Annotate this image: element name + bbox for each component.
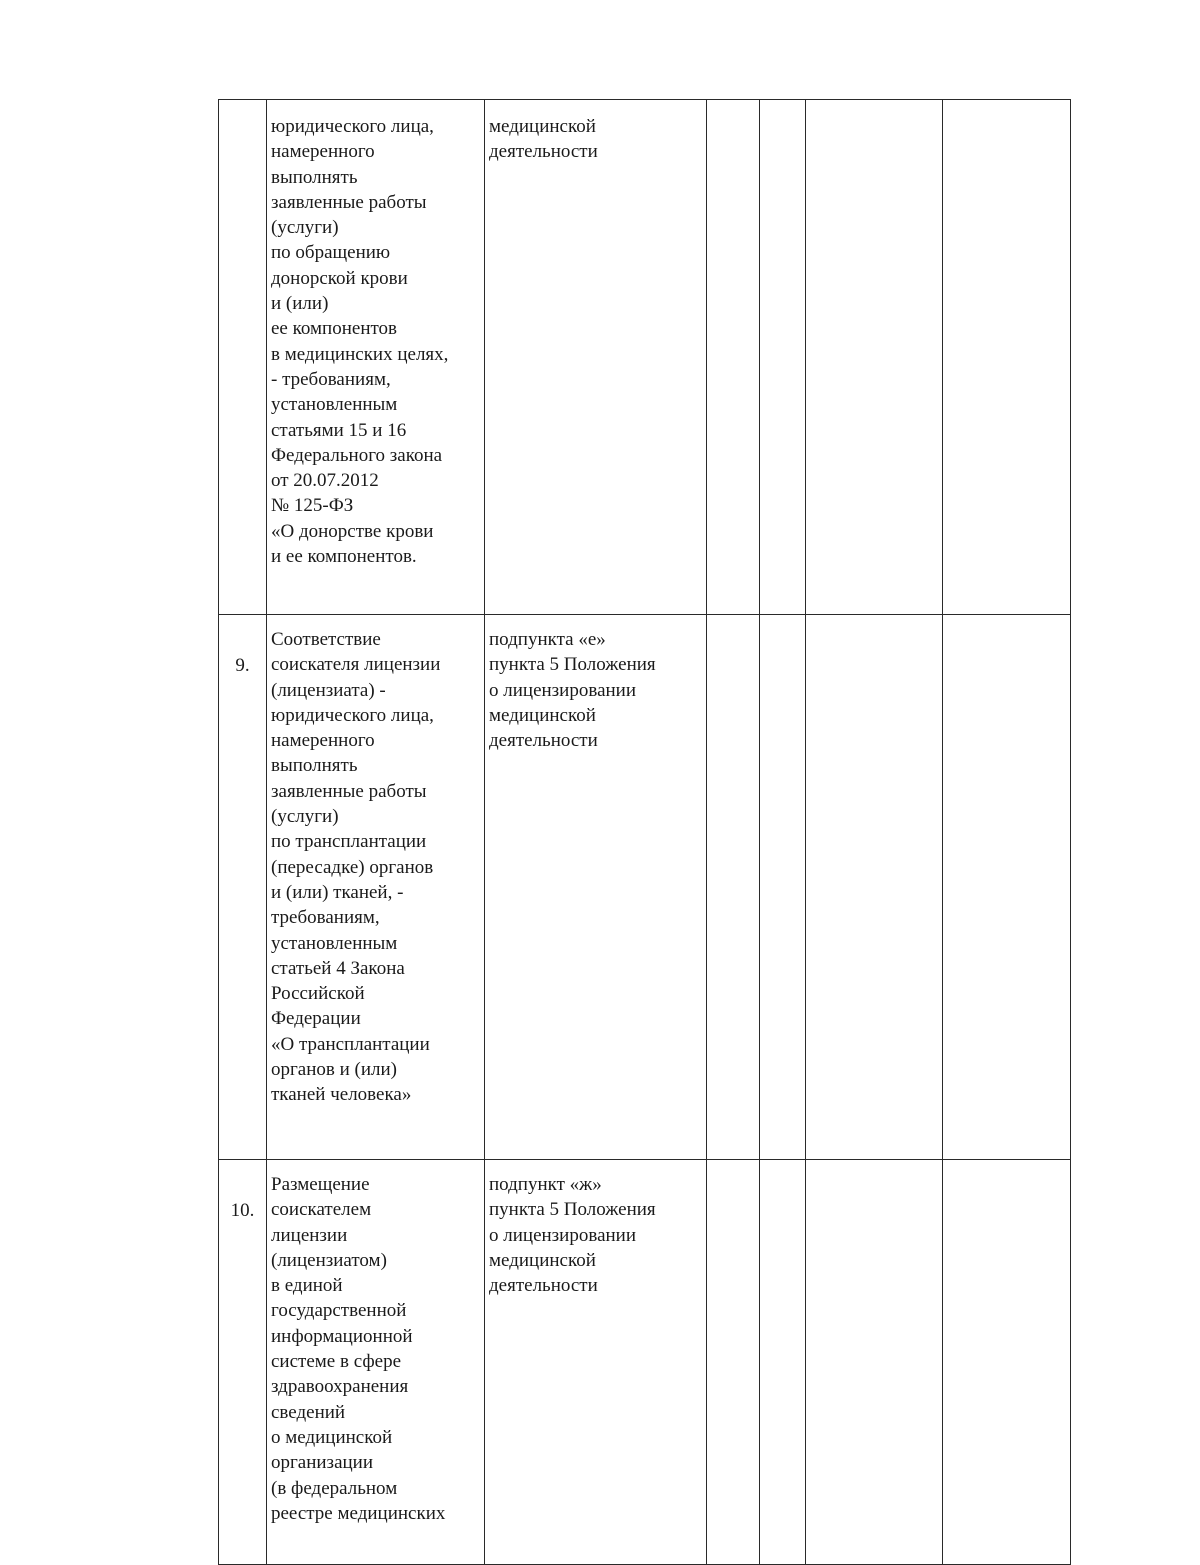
legal-reference-text-line: пункта 5 Положения: [489, 1199, 656, 1221]
requirement-cell: [267, 100, 485, 615]
requirement-text-line: заявленные работы: [271, 780, 427, 802]
legal-reference-text-line: подпункт «ж»: [489, 1174, 602, 1195]
legal-reference-text-line: деятельности: [489, 1275, 598, 1297]
requirement-text-line: Федерации: [271, 1008, 361, 1030]
legal-reference-text-line: пункта 5 Положения: [489, 654, 656, 676]
table-row: [219, 615, 1071, 1160]
table-row: [219, 1160, 1071, 1565]
requirement-text-line: статьями 15 и 16: [271, 419, 407, 441]
row-number-cell: [219, 615, 267, 1160]
requirement-text-line: органов и (или): [271, 1059, 398, 1081]
requirement-text-line: здравоохранения: [271, 1376, 409, 1398]
requirement-text-line: и ее компонентов.: [271, 546, 417, 568]
requirement-text-line: намеренного: [271, 730, 375, 752]
requirement-text-line: (лицензиата) -: [271, 679, 386, 701]
note-cell: [943, 100, 1071, 615]
legal-reference-text-line: подпункта «е»: [489, 629, 606, 650]
requirement-text-line: выполнять: [271, 166, 358, 188]
requirement-cell: [267, 615, 485, 1160]
answer-yes-cell: [707, 1160, 760, 1565]
requirement-text-line: статьей 4 Закона: [271, 957, 405, 979]
requirement-text-line: установленным: [271, 932, 398, 954]
requirement-text-line: юридического лица,: [271, 116, 434, 137]
legal-reference-cell: [485, 100, 707, 615]
requirement-text-line: выполнять: [271, 755, 358, 777]
requirement-text-line: «О трансплантации: [271, 1033, 430, 1055]
requirement-text-line: (в федеральном: [271, 1477, 398, 1499]
answer-no-cell: [760, 1160, 806, 1565]
legal-reference-text-line: о лицензировании: [489, 679, 636, 701]
requirement-text-line: соискателя лицензии: [271, 654, 441, 676]
row-number: 10.: [230, 1200, 255, 1221]
row-number-cell: [219, 1160, 267, 1565]
requirement-text-line: намеренного: [271, 141, 375, 163]
answer-no-cell: [760, 100, 806, 615]
requirement-text-line: Федерального закона: [271, 444, 443, 466]
requirement-text-line: требованиям,: [271, 907, 380, 929]
legal-reference-text-line: медицинской: [489, 1249, 596, 1271]
note-cell: [943, 1160, 1071, 1565]
requirement-cell: [267, 1160, 485, 1565]
requirement-text-line: организации: [271, 1452, 374, 1474]
requirement-text-line: установленным: [271, 394, 398, 416]
legal-reference-text-line: о лицензировании: [489, 1224, 636, 1246]
row-number-cell: [219, 100, 267, 615]
requirement-text-line: о медицинской: [271, 1426, 393, 1448]
requirement-text-line: в медицинских целях,: [271, 343, 449, 365]
answer-yes-cell: [707, 615, 760, 1160]
requirement-text-line: - требованиям,: [271, 368, 391, 390]
requirement-text-line: государственной: [271, 1300, 407, 1322]
requirement-text-line: Размещение: [271, 1174, 370, 1195]
not-applicable-cell: [806, 615, 943, 1160]
legal-reference-cell: [485, 1160, 707, 1565]
requirement-text-line: реестре медицинских: [271, 1502, 446, 1524]
table-row: [219, 100, 1071, 615]
requirement-text-line: (услуги): [271, 806, 339, 828]
note-cell: [943, 615, 1071, 1160]
requirement-text-line: в единой: [271, 1275, 343, 1297]
requirement-text-line: по обращению: [271, 242, 391, 264]
legal-reference-text-line: деятельности: [489, 730, 598, 752]
requirement-text-line: лицензии: [271, 1224, 348, 1246]
requirement-text-line: юридического лица,: [271, 704, 434, 726]
requirement-text-line: № 125-ФЗ: [271, 495, 354, 517]
requirement-text-line: (услуги): [271, 217, 339, 239]
requirement-text-line: «О донорстве крови: [271, 520, 434, 542]
requirement-text-line: Российской: [271, 983, 365, 1005]
answer-yes-cell: [707, 100, 760, 615]
requirement-text-line: сведений: [271, 1401, 346, 1423]
legal-reference-text-line: медицинской: [489, 704, 596, 726]
requirement-text-line: тканей человека»: [271, 1084, 412, 1106]
requirement-text-line: ее компонентов: [271, 318, 398, 340]
legal-reference-cell: [485, 615, 707, 1160]
not-applicable-cell: [806, 100, 943, 615]
table-body: [219, 100, 1071, 1565]
requirement-text-line: заявленные работы: [271, 191, 427, 213]
requirement-text-line: (лицензиатом): [271, 1249, 387, 1271]
answer-no-cell: [760, 615, 806, 1160]
requirement-text-line: донорской крови: [271, 267, 408, 289]
row-number: 9.: [235, 655, 250, 676]
requirement-text-line: соискателем: [271, 1199, 372, 1221]
requirement-text-line: от 20.07.2012: [271, 470, 379, 492]
requirement-text-line: системе в сфере: [271, 1351, 402, 1373]
legal-reference-text-line: медицинской: [489, 116, 596, 137]
checklist-table: [218, 99, 1071, 1565]
requirement-text-line: и (или) тканей, -: [271, 881, 404, 903]
requirement-text-line: информационной: [271, 1325, 413, 1347]
requirement-text-line: по трансплантации: [271, 831, 427, 853]
requirement-text-line: (пересадке) органов: [271, 856, 434, 878]
requirement-text-line: Соответствие: [271, 629, 381, 650]
not-applicable-cell: [806, 1160, 943, 1565]
legal-reference-text-line: деятельности: [489, 141, 598, 163]
requirement-text-line: и (или): [271, 293, 329, 315]
